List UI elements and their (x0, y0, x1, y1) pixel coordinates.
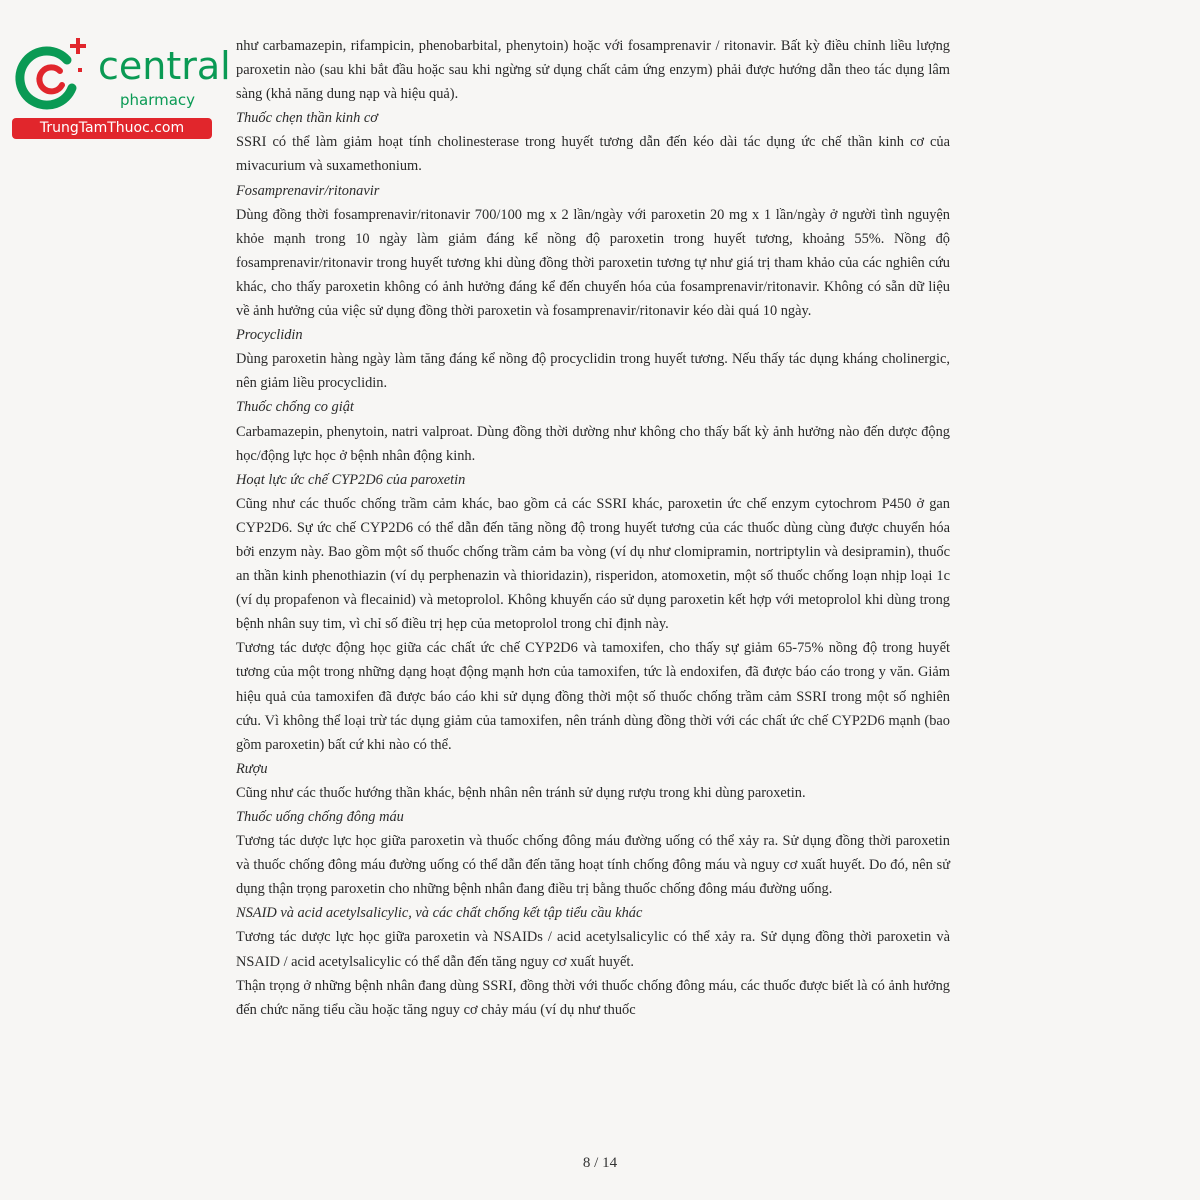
section-heading: Hoạt lực ức chế CYP2D6 của paroxetin (236, 471, 466, 488)
section-heading: NSAID và acid acetylsalicylic, và các chất chống kết tập tiểu cầu khác (236, 905, 643, 922)
section-heading: Procyclidin (236, 327, 303, 344)
brand-logo (12, 38, 231, 138)
brand-sub: pharmacy (120, 91, 196, 109)
paragraph: Tương tác dược lực học giữa paroxetin và thuốc chống đông máu đường uống có thể xảy ra. Sử dụng đồng thời paroxetin và thuốc chống đông máu đường uống có thể dẫn đến tăng hoạt tính chống đông máu và nguy cơ xuất huyết. Do đó, nên sử dụng thận trọng paroxetin cho những bệnh nhân đang điều trị bằng thuốc chống đông máu đường uống. (236, 833, 950, 898)
paragraph: Carbamazepin, phenytoin, natri valproat. Dùng đồng thời dường như không cho thấy bất kỳ ảnh hưởng nào đến dược động học/động lực học ở bệnh nhân động kinh. (236, 423, 950, 464)
paragraph: Cũng như các thuốc chống trầm cảm khác, bao gồm cả các SSRI khác, paroxetin ức chế enzym cytochrom P450 ở gan CYP2D6. Sự ức chế CYP2D6 có thể dẫn đến tăng nồng độ trong huyết tương của các thuốc dùng cùng được chuyển hóa bởi enzym này. Bao gồm một số thuốc chống trầm cảm ba vòng (ví dụ như clomipramin, nortriptylin và desipramin), thuốc an thần kinh phenothiazin (ví dụ perphenazin và thioridazin), risperidon, atomoxetin, một số thuốc chống loạn nhịp loại 1c (ví dụ propafenon và flecainid) và metoprolol. Không khuyến cáo sử dụng paroxetin kết hợp với metoprolol khi dùng trong bệnh nhân suy tim, vì chỉ số điều trị hẹp của metoprolol trong chỉ định này. (236, 495, 950, 633)
section-heading: Thuốc chống co giật (236, 399, 354, 416)
paragraph: Cũng như các thuốc hướng thần khác, bệnh nhân nên tránh sử dụng rượu trong khi dùng paroxetin. (236, 784, 806, 801)
section-heading: Fosamprenavir/ritonavir (236, 182, 380, 199)
document-body (236, 34, 950, 1022)
section-heading: Rượu (236, 760, 268, 777)
brand-site-band[interactable]: TrungTamThuoc.com (12, 118, 212, 139)
section-heading: Thuốc uống chống đông máu (236, 809, 404, 825)
paragraph: Dùng paroxetin hàng ngày làm tăng đáng kể nồng độ procyclidin trong huyết tương. Nếu thấy tác dụng kháng cholinergic, nên giảm liều procyclidin. (236, 351, 950, 392)
paragraph: Dùng đồng thời fosamprenavir/ritonavir 700/100 mg x 2 lần/ngày với paroxetin 20 mg x 1 lần/ngày ở người tình nguyện khỏe mạnh trong 10 ngày làm giảm đáng kể nồng độ paroxetin trong huyết tương, khoảng 55%. Nồng độ fosamprenavir/ritonavir trong huyết tương khi dùng đồng thời paroxetin tương tự như giá trị tham khảo của các nghiên cứu khác, cho thấy paroxetin không có ảnh hưởng đáng kể đến chuyển hóa của fosamprenavir/ritonavir. Không có sẵn dữ liệu về ảnh hưởng của việc sử dụng đồng thời paroxetin và fosamprenavir/ritonavir kéo dài quá 10 ngày. (236, 206, 950, 320)
page-number: 8 / 14 (582, 1155, 618, 1171)
brand-name: central (98, 44, 231, 88)
paragraph: Thận trọng ở những bệnh nhân đang dùng SSRI, đồng thời với thuốc chống đông máu, các thuốc được biết là có ảnh hưởng đến chức năng tiểu cầu hoặc tăng nguy cơ chảy máu (ví dụ như thuốc (236, 977, 950, 1018)
section-heading: Thuốc chẹn thần kinh cơ (236, 110, 378, 127)
paragraph: Tương tác dược lực học giữa paroxetin và NSAIDs / acid acetylsalicylic có thể xảy ra. Sử dụng đồng thời paroxetin và NSAID / acid acetylsalicylic có thể dẫn đến tăng nguy cơ xuất huyết. (236, 929, 950, 970)
paragraph: SSRI có thể làm giảm hoạt tính cholinesterase trong huyết tương dẫn đến kéo dài tác dụng ức chế thần kinh cơ của mivacurium và suxamethonium. (236, 134, 950, 175)
logo-mark-icon (12, 38, 92, 118)
paragraph: như carbamazepin, rifampicin, phenobarbital, phenytoin) hoặc với fosamprenavir / ritonavir. Bất kỳ điều chỉnh liều lượng paroxetin nào (sau khi bắt đầu hoặc sau khi ngừng sử dụng chất cảm ứng enzym) phải được hướng dẫn theo tác dụng lâm sàng (khả năng dung nạp và hiệu quả). (236, 38, 950, 103)
paragraph: Tương tác dược động học giữa các chất ức chế CYP2D6 và tamoxifen, cho thấy sự giảm 65-75% nồng độ trong huyết tương của một trong những dạng hoạt động mạnh hơn của tamoxifen, tức là endoxifen, đã được báo cáo trong y văn. Giảm hiệu quả của tamoxifen đã được báo cáo khi sử dụng đồng thời một số thuốc chống trầm cảm SSRI trong một số nghiên cứu. Vì không thể loại trừ tác dụng giảm của tamoxifen, nên tránh dùng đồng thời với các chất ức chế CYP2D6 mạnh (bao gồm paroxetin) bất cứ khi nào có thể. (236, 640, 950, 753)
